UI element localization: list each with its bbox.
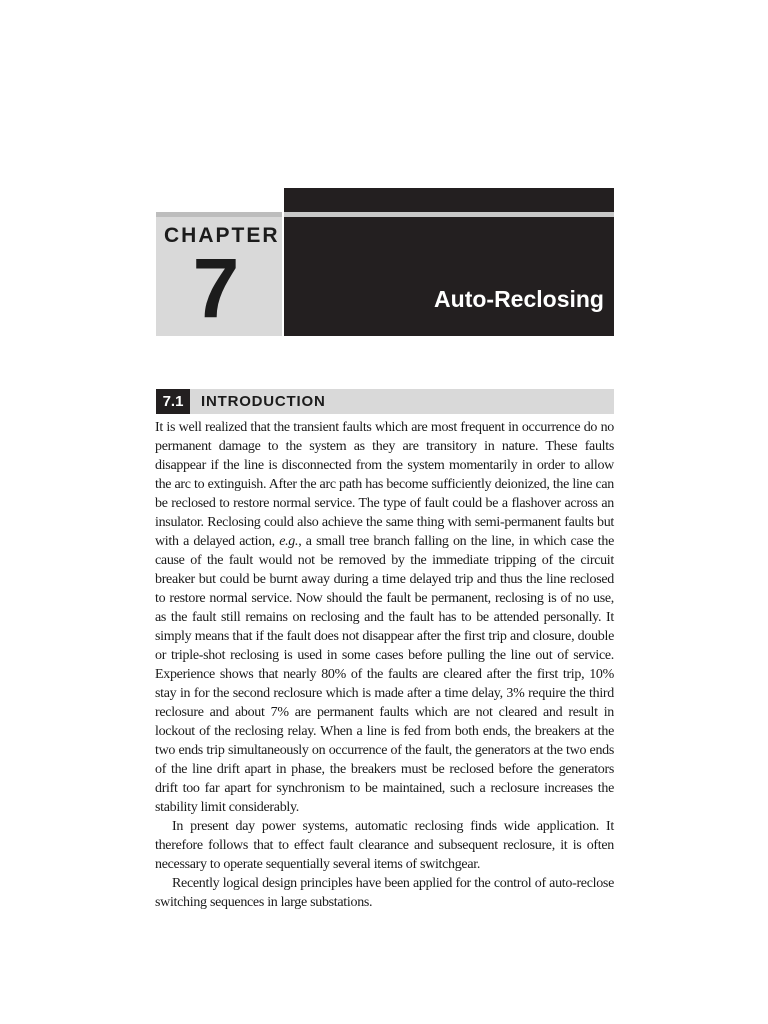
chapter-number-panel xyxy=(156,188,282,336)
paragraph-2: In present day power systems, automatic reclosing finds wide application. It therefore follows that to effect fault clearance and subsequent reclosure, it is often necessary to operate sequentially several items of switchgear. xyxy=(155,819,614,872)
chapter-header xyxy=(156,188,614,336)
chapter-title-panel xyxy=(284,188,614,336)
paragraph-1-eg: e.g. xyxy=(279,534,299,549)
section-number: 7.1 xyxy=(156,389,190,414)
chapter-title-rule xyxy=(284,212,614,217)
chapter-top-band xyxy=(156,188,282,212)
section-heading xyxy=(156,389,614,414)
paragraph-3: Recently logical design principles have been applied for the control of auto-reclose switching sequences in large substations. xyxy=(155,876,614,910)
body-text xyxy=(155,418,614,912)
chapter-number: 7 xyxy=(192,241,240,335)
chapter-title: Auto-Reclosing xyxy=(434,286,604,312)
chapter-label: CHAPTER xyxy=(164,224,280,247)
paragraph-1 xyxy=(155,418,614,817)
section-title: INTRODUCTION xyxy=(201,393,326,410)
paragraph-1-part-b: , a small tree branch falling on the line, in which case the cause of the fault would not be removed by the immediate tripping of the circuit breaker but could be burnt away during a time delayed trip and thus the line reclosed to restore normal service. Now should the fault be permanent, reclosing is of no use, as the fault still remains on reclosing and the fault has to be attended personally. It simply means that if the fault does not disappear after the first trip and closure, double or triple-shot reclosing is used in some cases before pulling the line out of service. Experience shows that nearly 80% of the faults are cleared after the first trip, 10% stay in for the second reclosure which is made after a time delay, 3% require the third reclosure and about 7% are permanent faults which are not cleared and result in lockout of the reclosing relay. When a line is fed from both ends, the breakers at the two ends trip simultaneously on occurrence of the fault, the generators at the two ends of the line drift apart in phase, the breakers must be reclosed before the generators drift too far apart for synchronism to be maintained, such a reclosure increases the stability limit considerably. xyxy=(155,534,614,815)
paragraph-1-part-a: It is well realized that the transient faults which are most frequent in occurrence do no permanent damage to the system as they are transitory in nature. These faults disappear if the line is disconnected from the system momentarily in order to allow the arc to extinguish. After the arc path has become sufficiently deionized, the line can be reclosed to restore normal service. The type of fault could be a flashover across an insulator. Reclosing could also achieve the same thing with semi-permanent faults but with a delayed action, xyxy=(155,420,614,549)
chapter-divider-rule xyxy=(156,212,282,217)
